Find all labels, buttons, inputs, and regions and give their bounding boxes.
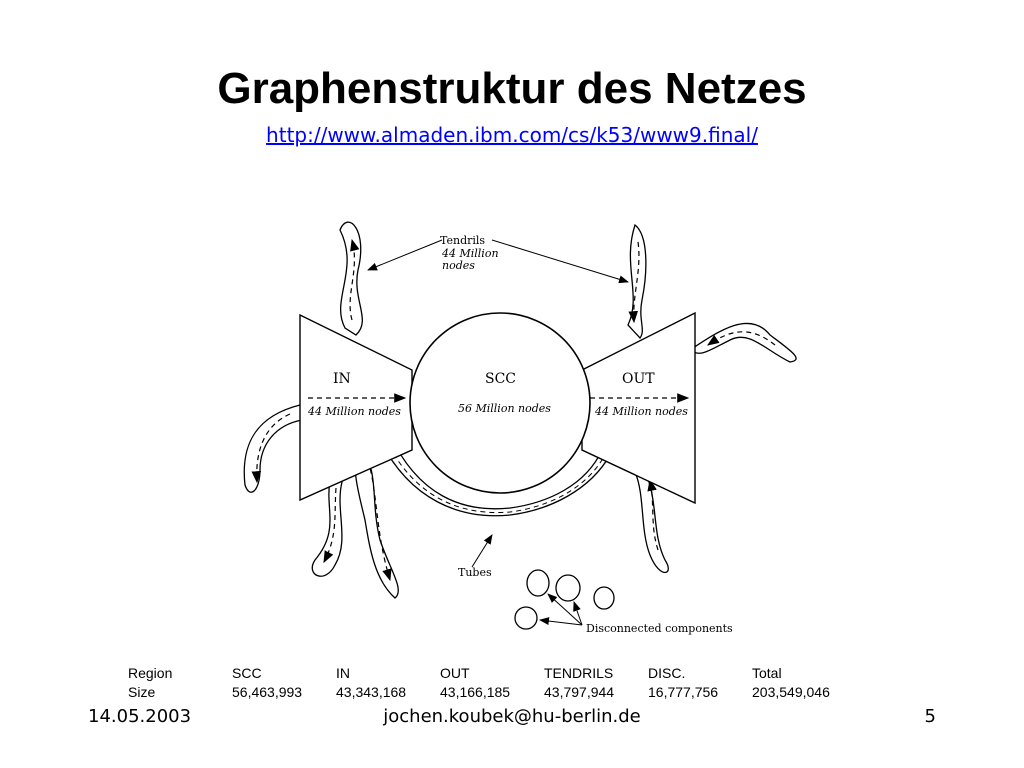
tendril-upper-right xyxy=(628,225,646,338)
tendril-upper-left xyxy=(340,222,362,335)
table-cell: DISC. xyxy=(648,664,686,681)
tendril-lower-left-1 xyxy=(312,480,342,576)
disconnected-components xyxy=(515,570,614,629)
tendril-left xyxy=(244,405,302,492)
out-size: 44 Million nodes xyxy=(595,405,688,418)
source-link[interactable]: http://www.almaden.ibm.com/cs/k53/www9.final/ xyxy=(266,123,758,147)
table-cell: Size xyxy=(128,683,156,700)
table-cell: 43,166,185 xyxy=(440,683,511,700)
table-cell: OUT xyxy=(440,664,470,681)
table-cell: 43,797,944 xyxy=(544,683,615,700)
table-cell: 56,463,993 xyxy=(232,683,303,700)
bowtie-diagram xyxy=(230,210,810,650)
table-cell: 16,777,756 xyxy=(648,683,719,700)
tendrils-label: Tendrils xyxy=(440,234,486,247)
out-label: OUT xyxy=(622,371,655,387)
tendrils-size-line2: nodes xyxy=(442,259,475,272)
scc-label: SCC xyxy=(485,371,517,387)
page-number: 5 xyxy=(924,706,936,727)
table-cell: IN xyxy=(336,664,350,681)
table-cell: SCC xyxy=(232,664,262,681)
footer-email: jochen.koubek@hu-berlin.de xyxy=(383,706,641,727)
in-label: IN xyxy=(333,371,351,387)
tendrils-size-line1: 44 Million xyxy=(442,247,499,260)
table-row xyxy=(128,663,856,682)
disconnected-label: Disconnected components xyxy=(586,622,733,635)
table-cell: Total xyxy=(752,664,782,681)
footer-date: 14.05.2003 xyxy=(88,706,192,727)
scc-size: 56 Million nodes xyxy=(458,402,551,415)
tendril-right xyxy=(690,323,796,362)
slide-title: Graphenstruktur des Netzes xyxy=(217,64,807,113)
table-cell: 203,549,046 xyxy=(752,683,830,700)
in-size: 44 Million nodes xyxy=(308,405,401,418)
table-cell: 43,343,168 xyxy=(336,683,407,700)
table-row xyxy=(128,682,856,701)
table-cell: TENDRILS xyxy=(544,664,614,681)
tubes-label: Tubes xyxy=(458,566,492,579)
table-cell: Region xyxy=(128,664,173,681)
stats-table xyxy=(128,663,856,701)
